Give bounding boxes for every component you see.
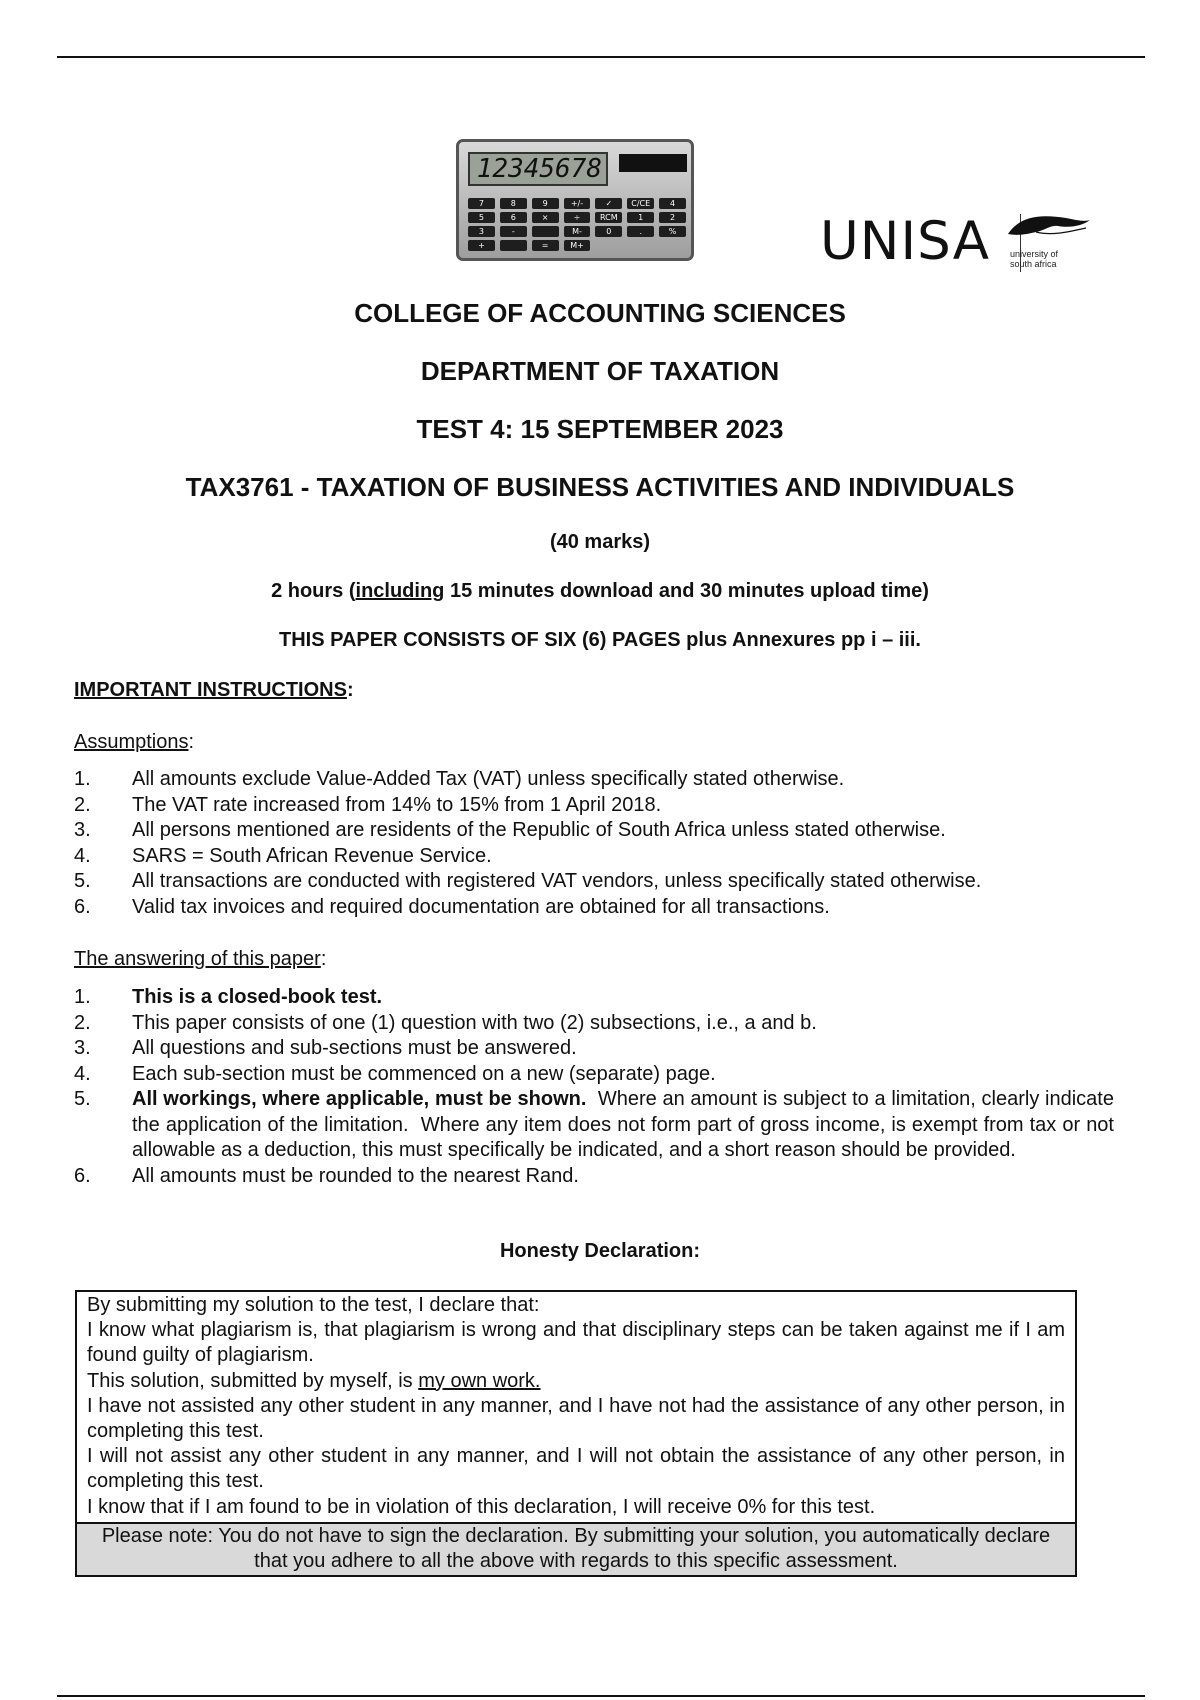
assumptions-heading-text: Assumptions xyxy=(74,731,189,753)
answering-number: 5. xyxy=(74,1088,91,1110)
calculator-key xyxy=(500,240,527,251)
assumption-item xyxy=(74,793,1114,819)
calculator-solar-panel xyxy=(619,154,687,172)
unisa-wordmark: UNISA xyxy=(820,211,990,272)
calculator-key: 8 xyxy=(500,198,527,209)
test-title: TEST 4: 15 SEPTEMBER 2023 xyxy=(416,414,784,444)
calculator-key: 1 xyxy=(627,212,654,223)
unisa-tagline: university of south africa xyxy=(1010,249,1059,269)
assumption-text: All persons mentioned are residents of the Republic of South Africa unless stated otherwise. xyxy=(132,819,946,841)
assumptions-list xyxy=(74,767,1114,920)
calculator-key xyxy=(532,226,559,237)
assumption-item xyxy=(74,869,1114,895)
assumption-number: 6. xyxy=(74,895,91,918)
answering-number: 6. xyxy=(74,1164,91,1187)
calculator-key: 6 xyxy=(500,212,527,223)
calculator-key: = xyxy=(532,240,559,251)
top-rule xyxy=(57,56,1145,58)
answering-text: All amounts must be rounded to the nearest Rand. xyxy=(132,1164,579,1187)
duration-label xyxy=(0,580,1200,603)
calculator-key: +/- xyxy=(564,198,591,209)
calculator-keypad xyxy=(468,198,686,251)
duration-prefix: 2 hours ( xyxy=(271,580,356,602)
answering-item xyxy=(74,1011,1114,1037)
declaration-body xyxy=(77,1292,1075,1522)
declaration-line: I know that if I am found to be in violation of this declaration, I will receive 0% for this test. xyxy=(87,1495,876,1518)
answering-item xyxy=(74,1062,1114,1088)
answering-number: 3. xyxy=(74,1037,91,1059)
answering-bold-text: This is a closed-book test. xyxy=(132,986,383,1008)
calculator-key: C/CE xyxy=(627,198,654,209)
answering-number: 2. xyxy=(74,1011,91,1034)
assumption-number: 2. xyxy=(74,793,91,816)
assumption-text: The VAT rate increased from 14% to 15% from 1 April 2018. xyxy=(132,793,662,816)
unisa-logo xyxy=(820,212,990,272)
answering-list xyxy=(74,985,1120,1189)
calculator-key: . xyxy=(627,226,654,237)
answering-text: Each sub-section must be commenced on a new (separate) page. xyxy=(132,1062,716,1085)
assumptions-heading: Assumptions: xyxy=(74,731,195,753)
calculator-key: ÷ xyxy=(564,212,591,223)
assumption-item xyxy=(74,895,1114,921)
duration-underlined: including xyxy=(355,580,445,602)
calculator-key: 4 xyxy=(659,198,686,209)
instructions-heading-colon: : xyxy=(346,679,354,701)
instructions-heading xyxy=(74,679,354,702)
assumption-number: 3. xyxy=(74,819,91,841)
calculator-key: ✓ xyxy=(595,198,622,209)
calculator-key: × xyxy=(532,212,559,223)
college-title: COLLEGE OF ACCOUNTING SCIENCES xyxy=(354,298,846,328)
declaration-line: I know what plagiarism is, that plagiarism is wrong and that disciplinary steps can be taken against me if I am found guilty of plagiarism. xyxy=(87,1319,1065,1367)
calculator-key: RCM xyxy=(595,212,622,223)
declaration-own-work xyxy=(87,1369,1065,1394)
calculator-key: - xyxy=(500,226,527,237)
assumption-text: All transactions are conducted with registered VAT vendors, unless specifically stated otherwise. xyxy=(132,870,982,892)
feather-icon xyxy=(1006,212,1092,246)
instructions-heading-text: IMPORTANT INSTRUCTIONS xyxy=(74,679,347,701)
declaration-line: I will not assist any other student in any manner, and I will not obtain the assistance of any other person, in completing this test. xyxy=(87,1445,1065,1493)
bottom-rule xyxy=(57,1695,1145,1697)
answering-item xyxy=(74,1087,1120,1164)
own-work-underlined: my own work. xyxy=(418,1369,541,1392)
department-title: DEPARTMENT OF TAXATION xyxy=(420,356,780,386)
module-title: TAX3761 - TAXATION OF BUSINESS ACTIVITIES AND INDIVIDUALS xyxy=(185,472,1015,502)
calculator-key: 7 xyxy=(468,198,495,209)
assumption-text: SARS = South African Revenue Service. xyxy=(132,844,492,867)
assumption-number: 4. xyxy=(74,844,91,867)
calculator-image xyxy=(456,139,694,261)
answering-item xyxy=(74,1036,1114,1062)
declaration-heading: Honesty Declaration: xyxy=(499,1240,701,1262)
answering-text: This paper consists of one (1) question with two (2) subsections, i.e., a and b. xyxy=(132,1011,817,1034)
answering-number: 1. xyxy=(74,986,91,1008)
assumption-number: 5. xyxy=(74,870,91,892)
calculator-display: 12345678 xyxy=(468,152,608,186)
answering-item xyxy=(74,985,1114,1011)
calculator-key: + xyxy=(468,240,495,251)
page-count-label: THIS PAPER CONSISTS OF SIX (6) PAGES plus Annexures pp i – iii. xyxy=(279,629,921,651)
declaration-line: By submitting my solution to the test, I declare that: xyxy=(87,1294,540,1316)
answering-heading-text: The answering of this paper xyxy=(74,948,321,970)
assumption-item xyxy=(74,767,1114,793)
assumption-text: Valid tax invoices and required documentation are obtained for all transactions. xyxy=(132,895,830,918)
calculator-key: % xyxy=(659,226,686,237)
calculator-key: 5 xyxy=(468,212,495,223)
calculator-key: M- xyxy=(564,226,591,237)
duration-suffix: 15 minutes download and 30 minutes upload time) xyxy=(444,580,929,602)
calculator-key: 9 xyxy=(532,198,559,209)
own-work-prefix: This solution, submitted by myself, is xyxy=(87,1369,419,1392)
answering-text: All questions and sub-sections must be answered. xyxy=(132,1037,577,1059)
assumption-item xyxy=(74,844,1114,870)
assumption-text: All amounts exclude Value-Added Tax (VAT) unless specifically stated otherwise. xyxy=(132,768,845,790)
answering-item xyxy=(74,1164,1114,1190)
declaration-line: I have not assisted any other student in any manner, and I have not had the assistance of any other person, in completing this test. xyxy=(87,1394,1065,1443)
calculator-key: 0 xyxy=(595,226,622,237)
answering-bold-text: All workings, where applicable, must be shown. xyxy=(132,1088,587,1110)
calculator-key: M+ xyxy=(564,240,591,251)
declaration-note: Please note: You do not have to sign the declaration. By submitting your solution, you automatically declare that you adhere to all the above with regards to this specific assessment. xyxy=(77,1522,1075,1575)
calculator-key: 2 xyxy=(659,212,686,223)
assumption-number: 1. xyxy=(74,768,91,790)
declaration-box xyxy=(75,1290,1077,1577)
assumption-item xyxy=(74,818,1114,844)
answering-number: 4. xyxy=(74,1062,91,1085)
answering-text: Where an amount is subject to a limitation, clearly indicate the application of the limitation. Where any item does not form part of gross income, is exempt from tax or not allowable as a deduction, this must specifically be indicated, and a short reason should be provided. xyxy=(132,1088,1120,1161)
marks-label: (40 marks) xyxy=(549,531,651,553)
answering-heading: The answering of this paper: xyxy=(74,948,327,970)
calculator-key: 3 xyxy=(468,226,495,237)
